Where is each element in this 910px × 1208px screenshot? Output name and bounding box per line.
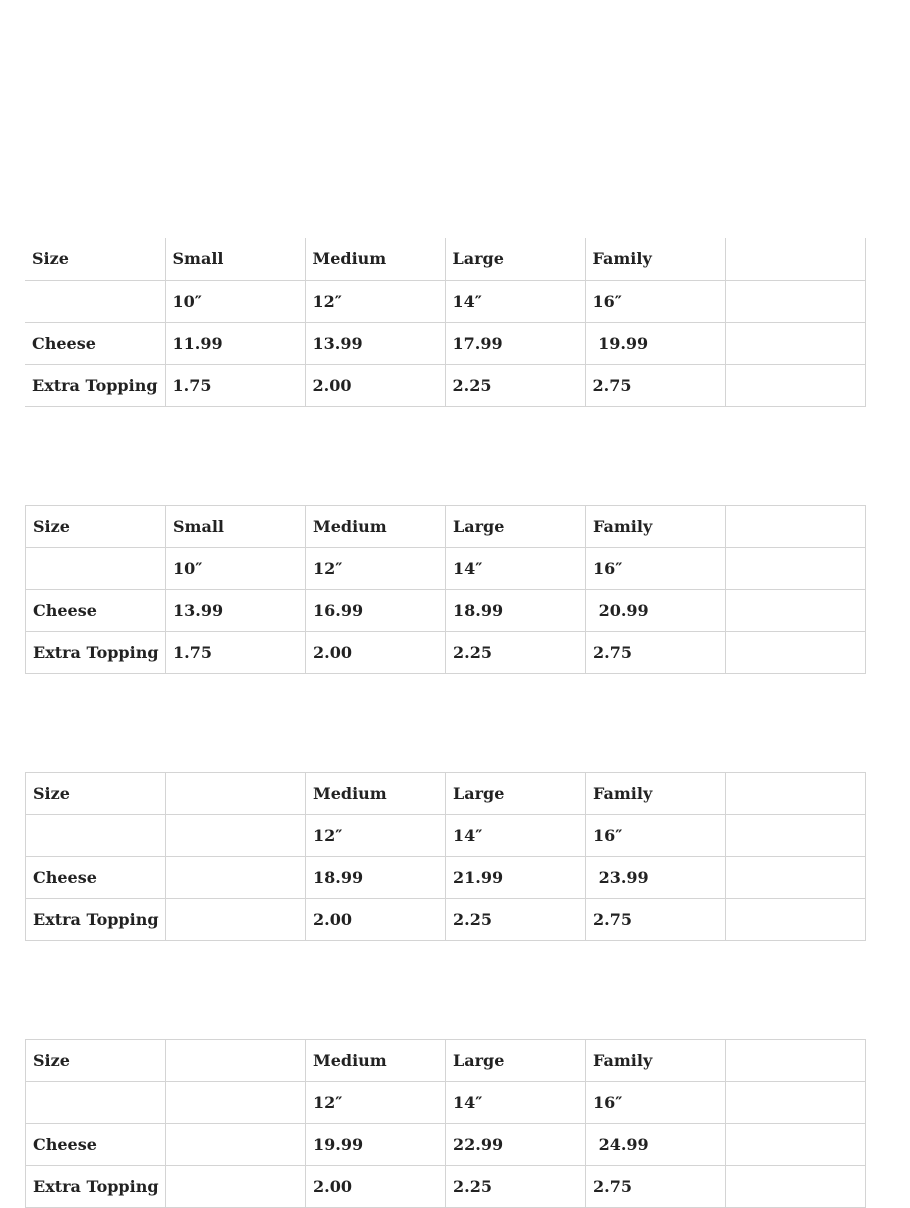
table-cell	[726, 1166, 866, 1208]
table-cell: 23.99	[586, 857, 726, 899]
table-cell: Cheese	[26, 1124, 166, 1166]
table-row	[26, 590, 866, 632]
table-cell: 18.99	[446, 590, 586, 632]
table-header-cell: Size	[25, 238, 165, 280]
table-cell	[26, 815, 166, 857]
table-header-cell	[726, 773, 866, 815]
table-cell	[26, 548, 166, 590]
table-cell	[726, 1082, 866, 1124]
table-cell: 16″	[586, 1082, 726, 1124]
table-cell: 24.99	[586, 1124, 726, 1166]
table-cell: Cheese	[26, 590, 166, 632]
table-cell	[25, 280, 165, 322]
table-cell: 2.25	[445, 364, 585, 406]
table-header-cell: Small	[165, 238, 305, 280]
table-header-cell: Large	[446, 1040, 586, 1082]
table-cell	[726, 857, 866, 899]
table-cell: 19.99	[306, 1124, 446, 1166]
table-cell: 17.99	[445, 322, 585, 364]
table-header-cell: Size	[26, 506, 166, 548]
table-row	[26, 1082, 866, 1124]
table-header-cell	[725, 238, 865, 280]
table-cell: 2.25	[446, 632, 586, 674]
price-table-4	[25, 1039, 866, 1208]
table-cell: 12″	[306, 1082, 446, 1124]
table-cell: 16.99	[306, 590, 446, 632]
table-cell: 20.99	[586, 590, 726, 632]
table-row	[26, 815, 866, 857]
table-cell: Extra Topping	[26, 1166, 166, 1208]
table-cell: 2.25	[446, 899, 586, 941]
table-cell	[725, 280, 865, 322]
table-header-row	[26, 1040, 866, 1082]
table-cell: 12″	[306, 815, 446, 857]
table-cell: 2.25	[446, 1166, 586, 1208]
table-header-cell: Size	[26, 773, 166, 815]
table-cell: 19.99	[585, 322, 725, 364]
table-cell: 12″	[305, 280, 445, 322]
table-cell: 14″	[446, 1082, 586, 1124]
table-cell: 10″	[166, 548, 306, 590]
table-row	[26, 899, 866, 941]
table-cell: Cheese	[26, 857, 166, 899]
table-cell: 16″	[585, 280, 725, 322]
price-table-1	[25, 238, 866, 407]
table-cell	[166, 857, 306, 899]
table-cell: 14″	[445, 280, 585, 322]
table-header-row	[25, 238, 865, 280]
price-table-2	[25, 505, 866, 674]
table-cell: Extra Topping	[26, 899, 166, 941]
table-header-cell	[166, 1040, 306, 1082]
table-cell: 2.00	[306, 632, 446, 674]
table-header-cell: Size	[26, 1040, 166, 1082]
table-cell: 1.75	[165, 364, 305, 406]
table-cell: 2.75	[586, 899, 726, 941]
table-header-cell: Family	[586, 506, 726, 548]
table-cell	[26, 1082, 166, 1124]
table-cell: 16″	[586, 815, 726, 857]
table-cell: 12″	[306, 548, 446, 590]
table-cell	[726, 1124, 866, 1166]
table-cell	[725, 322, 865, 364]
table-cell	[166, 1166, 306, 1208]
table-header-cell	[726, 1040, 866, 1082]
table-row	[26, 632, 866, 674]
table-cell: Extra Topping	[26, 632, 166, 674]
table-cell	[166, 1124, 306, 1166]
table-header-cell: Family	[586, 1040, 726, 1082]
table-row	[26, 857, 866, 899]
table-header-cell	[166, 773, 306, 815]
table-header-cell: Medium	[306, 1040, 446, 1082]
table-row	[26, 1124, 866, 1166]
table-row	[26, 1166, 866, 1208]
price-table-3	[25, 772, 866, 941]
table-cell	[166, 1082, 306, 1124]
table-cell: 2.00	[305, 364, 445, 406]
table-cell	[726, 548, 866, 590]
table-cell	[725, 364, 865, 406]
table-cell: 2.75	[586, 632, 726, 674]
table-header-cell	[726, 506, 866, 548]
table-header-cell: Large	[446, 773, 586, 815]
table-header-row	[26, 773, 866, 815]
table-cell: 2.75	[585, 364, 725, 406]
table-cell: 2.00	[306, 899, 446, 941]
table-row	[25, 322, 865, 364]
table-header-cell: Medium	[305, 238, 445, 280]
table-cell	[726, 815, 866, 857]
table-cell: 13.99	[305, 322, 445, 364]
table-header-cell: Large	[446, 506, 586, 548]
table-row	[25, 280, 865, 322]
table-cell: 14″	[446, 548, 586, 590]
table-cell	[726, 899, 866, 941]
table-header-cell: Small	[166, 506, 306, 548]
table-row	[26, 548, 866, 590]
table-cell: 14″	[446, 815, 586, 857]
table-cell: Cheese	[25, 322, 165, 364]
table-header-cell: Medium	[306, 773, 446, 815]
table-cell: 13.99	[166, 590, 306, 632]
table-cell: 22.99	[446, 1124, 586, 1166]
table-cell: 1.75	[166, 632, 306, 674]
table-cell: 16″	[586, 548, 726, 590]
table-cell: 18.99	[306, 857, 446, 899]
table-row	[25, 364, 865, 406]
table-cell: 2.00	[306, 1166, 446, 1208]
table-cell: Extra Topping	[25, 364, 165, 406]
table-cell	[726, 590, 866, 632]
table-cell	[726, 632, 866, 674]
table-cell: 10″	[165, 280, 305, 322]
table-header-cell: Medium	[306, 506, 446, 548]
table-cell	[166, 815, 306, 857]
table-header-cell: Family	[585, 238, 725, 280]
table-header-cell: Large	[445, 238, 585, 280]
table-cell: 11.99	[165, 322, 305, 364]
table-cell	[166, 899, 306, 941]
table-cell: 2.75	[586, 1166, 726, 1208]
table-header-cell: Family	[586, 773, 726, 815]
table-cell: 21.99	[446, 857, 586, 899]
table-header-row	[26, 506, 866, 548]
